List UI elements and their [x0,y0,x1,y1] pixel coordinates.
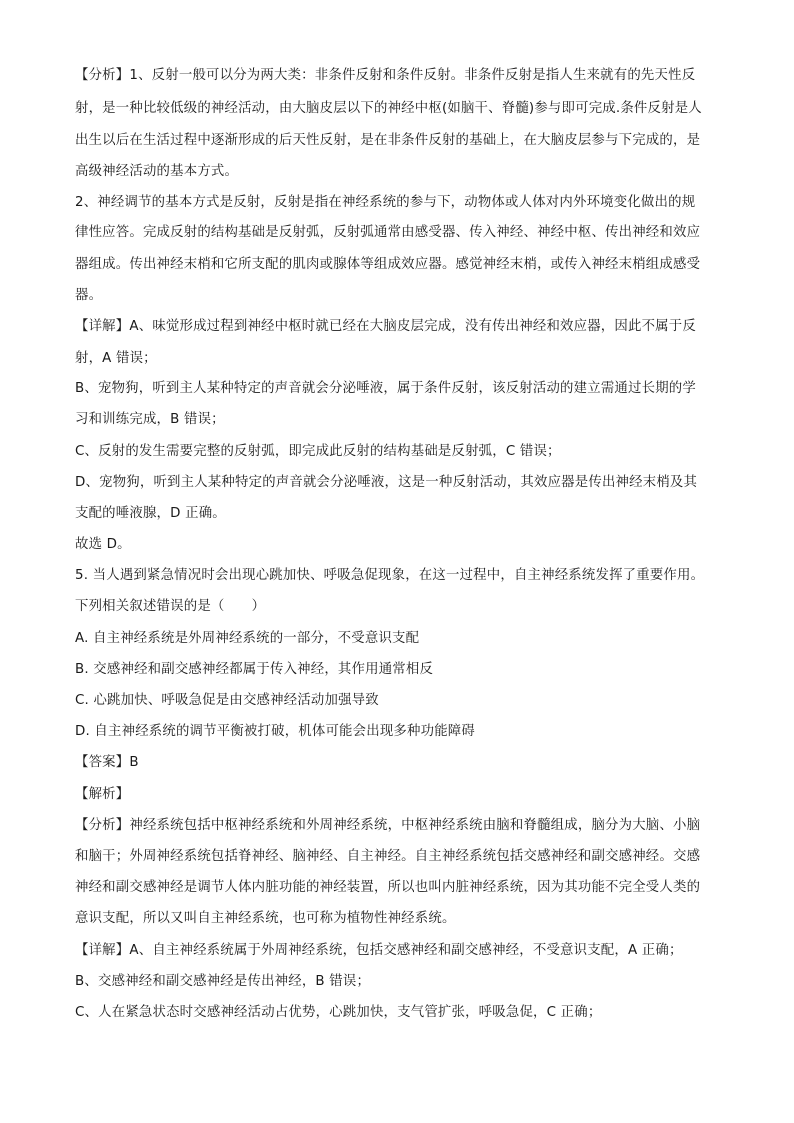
text-line: 和脑干；外周神经系统包括脊神经、脑神经、自主神经。自主神经系统包括交感神经和副交感神经。交感 [75,849,701,864]
text-line: 意识支配，所以又叫自主神经系统，也可称为植物性神经系统。 [75,911,456,926]
text-line: 【详解】A、自主神经系统属于外周神经系统，包括交感神经和副交感神经，不受意识支配，A 正确； [75,943,683,958]
question-stem: 5. 当人遇到紧急情况时会出现心跳加快、呼吸急促现象，在这一过程中，自主神经系统发挥了重要作用。 [75,568,705,583]
text-line: 神经和副交感神经是调节人体内脏功能的神经装置，所以也叫内脏神经系统，因为其功能不完全受人类的 [75,880,701,895]
text-line: B、宠物狗，听到主人某种特定的声音就会分泌唾液，属于条件反射，该反射活动的建立需通过长期的学 [75,381,696,396]
option-c: C. 心跳加快、呼吸急促是由交感神经活动加强导致 [75,693,379,708]
text-line: 支配的唾液腺，D 正确。 [75,506,226,521]
text-line: 器组成。传出神经末梢和它所支配的肌肉或腺体等组成效应器。感觉神经末梢，或传入神经末梢组成感受 [75,257,701,272]
text-line: 高级神经活动的基本方式。 [75,164,239,179]
text-line: 【详解】A、味觉形成过程到神经中枢时就已经在大脑皮层完成，没有传出神经和效应器，因此不属于反 [75,319,696,334]
text-line: 射，是一种比较低级的神经活动，由大脑皮层以下的神经中枢(如脑干、脊髓)参与即可完成.条件反射是人 [75,101,702,116]
option-a: A. 自主神经系统是外周神经系统的一部分，不受意识支配 [75,631,420,646]
text-line: C、人在紧急状态时交感神经活动占优势，心跳加快，支气管扩张，呼吸急促，C 正确； [75,1005,602,1020]
text-line: 射，A 错误； [75,351,157,366]
answer-label: 【答案】B [75,755,139,770]
analysis-label: 【解析】 [75,787,130,802]
text-line: D、宠物狗，听到主人某种特定的声音就会分泌唾液，这是一种反射活动，其效应器是传出神经末梢及其 [75,475,698,490]
text-line: 出生以后在生活过程中逐渐形成的后天性反射，是在非条件反射的基础上，在大脑皮层参与下完成的，是 [75,133,701,148]
text-line: 2、神经调节的基本方式是反射，反射是指在神经系统的参与下，动物体或人体对内外环境变化做出的规 [75,195,696,210]
text-line: 【分析】1、反射一般可以分为两大类：非条件反射和条件反射。非条件反射是指人生来就有的先天性反 [75,68,696,83]
text-line: C、反射的发生需要完整的反射弧，即完成此反射的结构基础是反射弧，C 错误； [75,444,561,459]
text-line: B、交感神经和副交感神经是传出神经，B 错误； [75,974,371,989]
text-line: 习和训练完成，B 错误； [75,412,225,427]
option-d: D. 自主神经系统的调节平衡被打破，机体可能会出现多种功能障碍 [75,724,475,739]
question-stem: 下列相关叙述错误的是（ ） [75,599,266,614]
text-line: 律性应答。完成反射的结构基础是反射弧，反射弧通常由感受器、传入神经、神经中枢、传出神经和效应 [75,225,701,240]
text-line: 故选 D。 [75,537,131,552]
text-line: 【分析】神经系统包括中枢神经系统和外周神经系统，中枢神经系统由脑和脊髓组成，脑分为大脑、小脑 [75,818,701,833]
option-b: B. 交感神经和副交感神经都属于传入神经，其作用通常相反 [75,662,434,677]
text-line: 器。 [75,288,103,303]
